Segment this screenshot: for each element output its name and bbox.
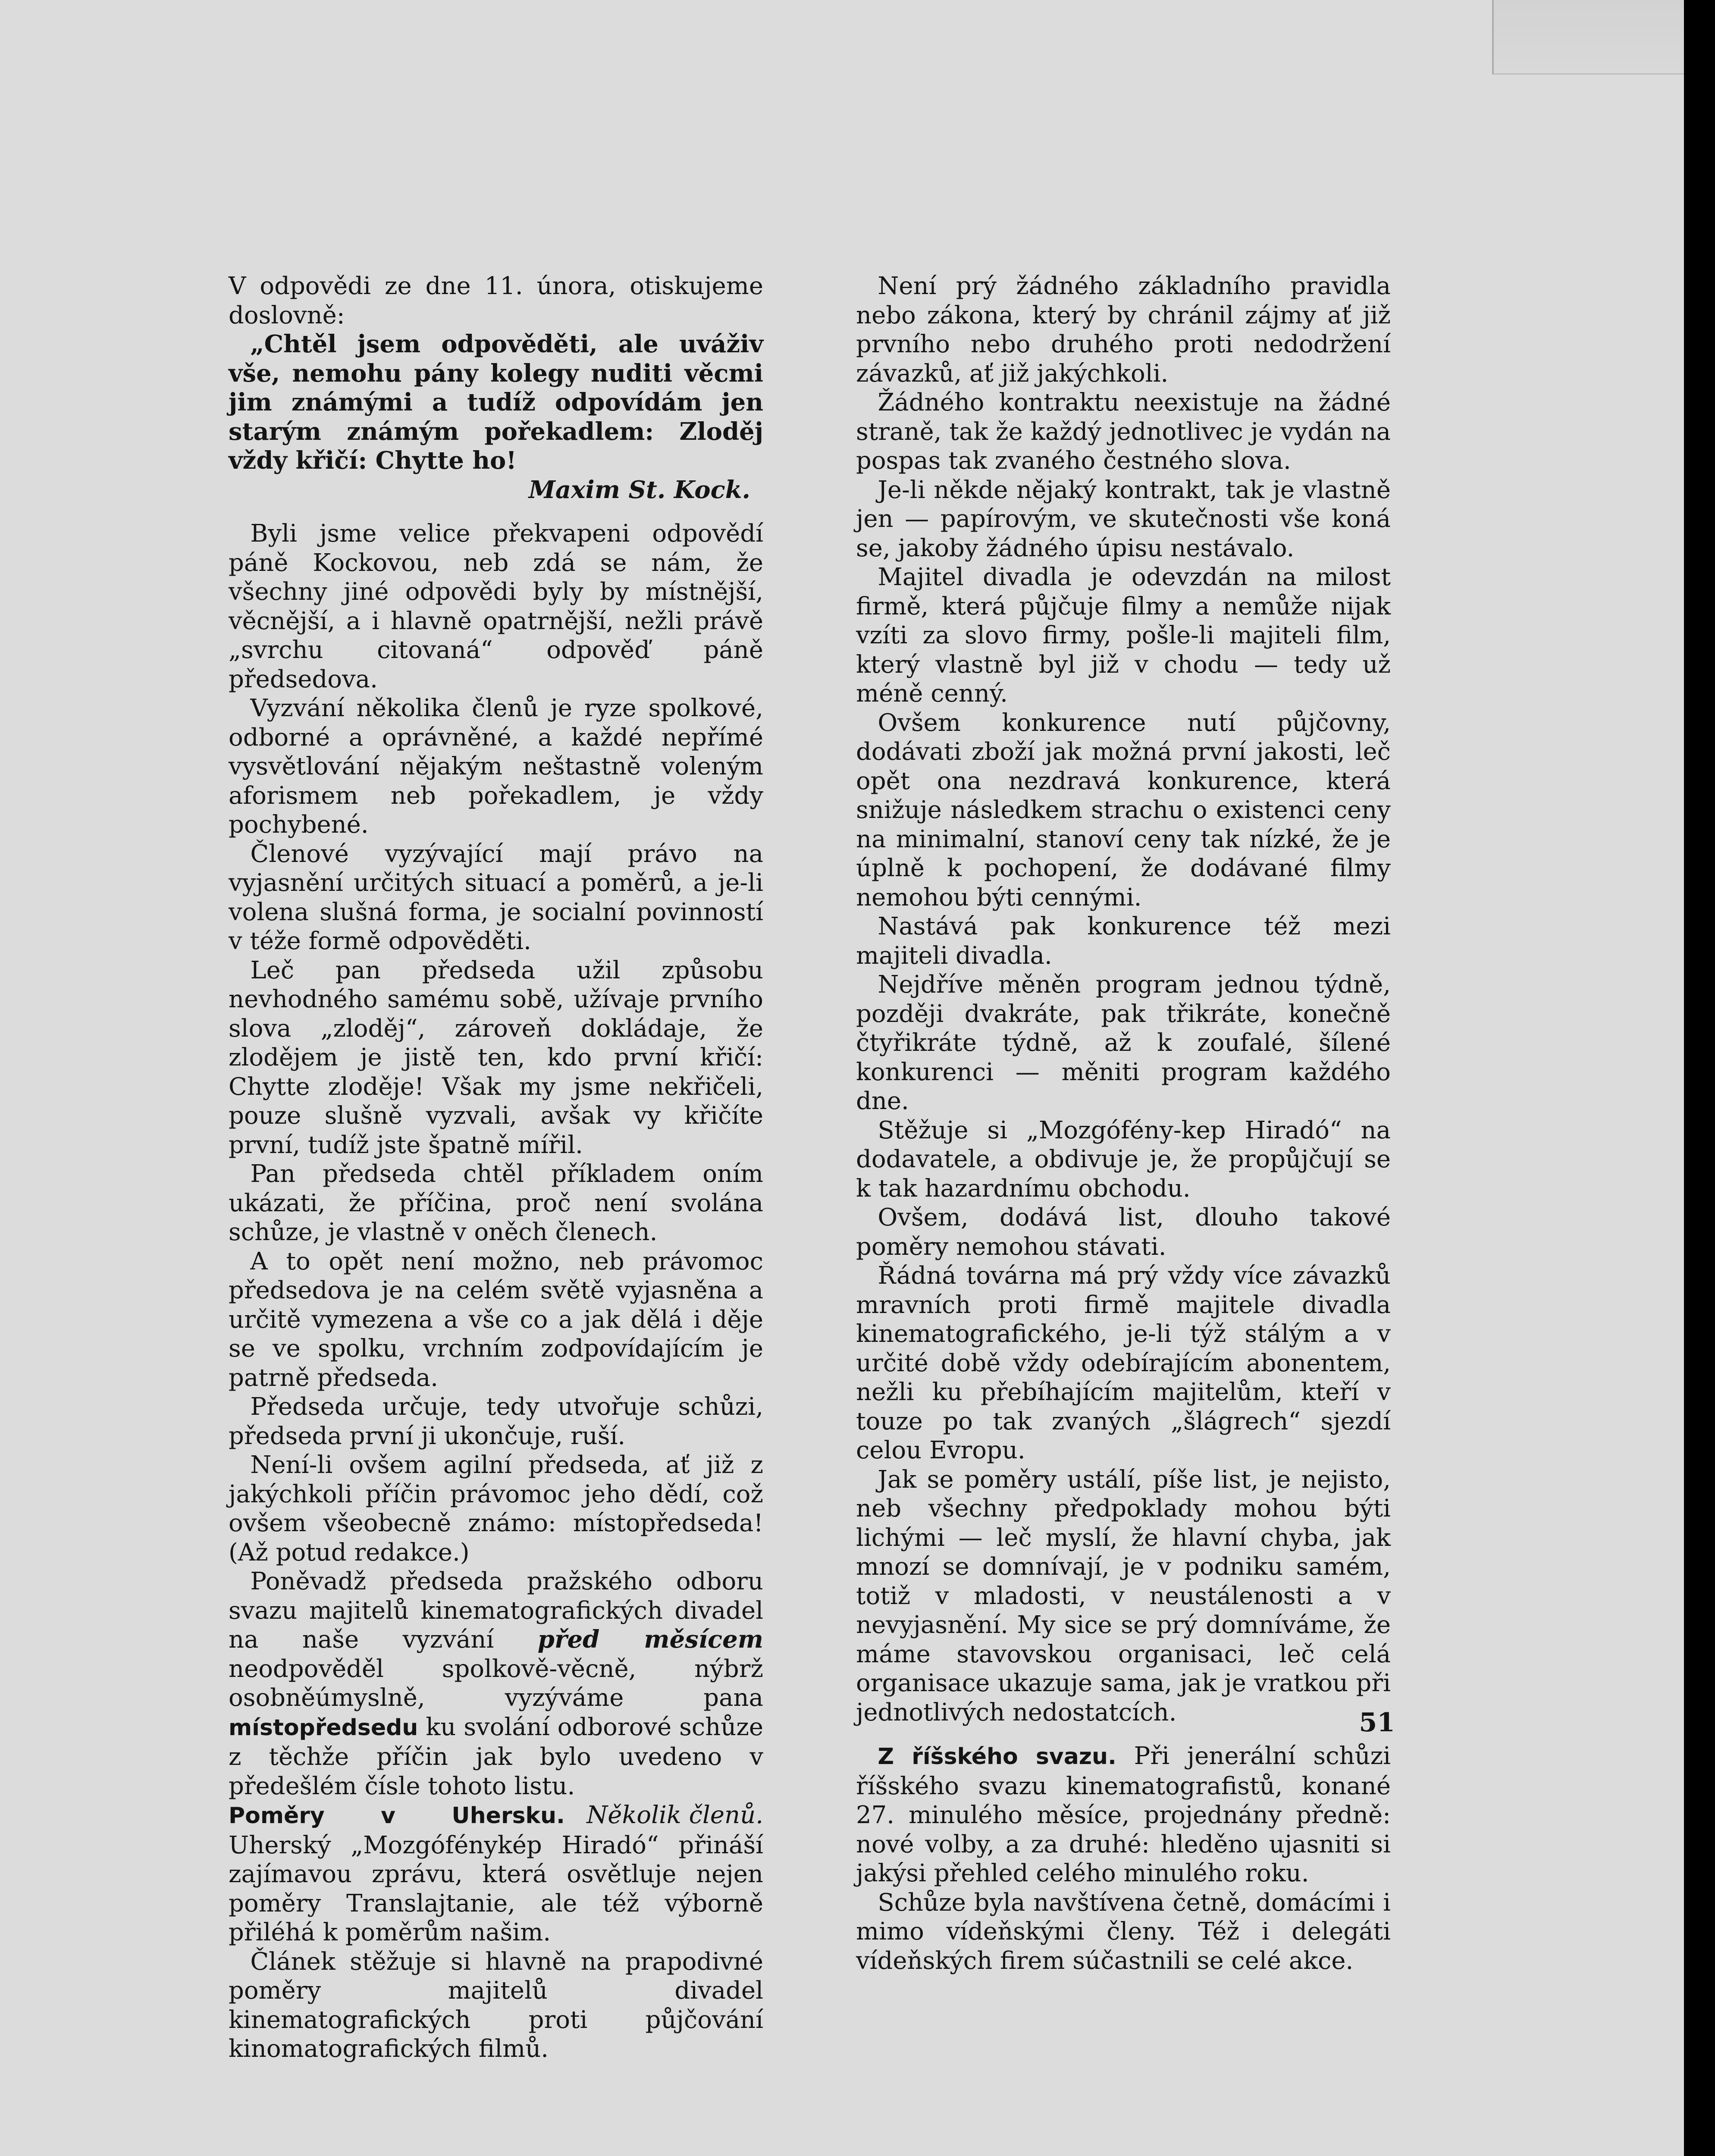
paragraph: Není prý žádného základního pravidla nebo zákona, který by chránil zájmy ať již prvního nebo druhého proti nedodržení závazků, ať již jakýchkoli. xyxy=(856,272,1391,388)
paper-fold-mark xyxy=(1492,0,1709,75)
paragraph: V odpovědi ze dne 11. února, otiskujeme doslovně: xyxy=(229,272,763,329)
quoted-reply: „Chtěl jsem odpověděti, ale uváživ vše, nemohu pány kolegy nuditi věcmi jim známými a tudíž odpovídám jen starým známým pořekadlem: Zloděj vždy křičí: Chytte ho! xyxy=(229,330,763,475)
right-column xyxy=(856,272,1391,1975)
paragraph: Jak se poměry ustálí, píše list, je nejisto, neb všechny předpoklady mohou býti lichými — leč myslí, že hlavní chyba, jak mnozí se domnívají, je v podniku samém, totiž v mladosti, v neustálenosti a v nevyjasnění. My sice se prý domníváme, že máme stavovskou organisaci, leč celá organisace ukazuje sama, jak je vratkou při jednotlivých nedostatcích. xyxy=(856,1465,1391,1727)
emphasis: místopředsedu xyxy=(229,1714,418,1741)
paragraph: Z říšského svazu. Při jenerální schůzi říšského svazu kinematografistů, konané 27. minulého měsíce, projednány předně: nové volby, a za druhé: hleděno ujasniti si jakýsi přehled celého minulého roku. xyxy=(856,1742,1391,1887)
section-heading: Z říšského svazu. xyxy=(878,1744,1116,1770)
paragraph: Členové vyzývající mají právo na vyjasnění určitých situací a poměrů, a je-li volena slušná forma, je socialní povinností v téže formě odpověděti. xyxy=(229,840,763,955)
paragraph: Ovšem, dodává list, dlouho takové poměry nemohou stávati. xyxy=(856,1203,1391,1261)
left-column xyxy=(229,272,763,2064)
signature: Několik členů. xyxy=(586,1801,763,1829)
paragraph: Leč pan předseda užil způsobu nevhodného samému sobě, užívaje prvního slova „zloděj“, zároveň dokládaje, že zlodějem je jistě ten, kdo první křičí: Chytte zloděje! Však my jsme nekřičeli, pouze slušně vyzvali, avšak vy křičíte první, tudíž jste špatně mířil. xyxy=(229,956,763,1159)
paragraph: Nastává pak konkurence též mezi majiteli divadla. xyxy=(856,912,1391,970)
spacer xyxy=(229,505,763,519)
paragraph: Poněvadž předseda pražského odboru svazu majitelů kinematografických divadel na naše vyzvání před měsícem neodpověděl spolkově-věcně, nýbrž osobněúmyslně, vyzýváme pana místopředsedu ku svolání odborové schůze z těchže příčin jak bylo uvedeno v předešlém čísle tohoto listu. Několik členů. xyxy=(229,1567,763,1829)
paragraph: Pan předseda chtěl příkladem oním ukázati, že příčina, proč není svolána schůze, je vlastně v oněch členech. xyxy=(229,1160,763,1246)
paragraph: A to opět není možno, neb právomoc předsedova je na celém světě vyjasněna a určitě vymezena a vše co a jak dělá i děje se ve spolku, vrchním zodpovídajícím je patrně předseda. xyxy=(229,1247,763,1392)
emphasis: před měsícem xyxy=(537,1625,763,1654)
paragraph: Vyzvání několika členů je ryze spolkové, odborné a oprávněné, a každé nepřímé vysvětlování nějakým neštastně voleným aforismem neb pořekadlem, je vždy pochybené. xyxy=(229,694,763,839)
signature: Maxim St. Kock. xyxy=(528,475,750,504)
paragraph: Článek stěžuje si hlavně na prapodivné poměry majitelů divadel kinematografických proti půjčování kinomatografických filmů. xyxy=(229,1947,763,2063)
paragraph: Je-li někde nějaký kontrakt, tak je vlastně jen — papírovým, ve skutečnosti vše koná se, jakoby žádného úpisu nestávalo. xyxy=(856,476,1391,562)
paragraph: Žádného kontraktu neexistuje na žádné straně, tak že každý jednotlivec je vydán na pospas tak zvaného čestného slova. xyxy=(856,389,1391,475)
paragraph: Stěžuje si „Mozgófény-kep Hiradó“ na dodavatele, a obdivuje je, že propůjčují se k tak hazardnímu obchodu. xyxy=(856,1116,1391,1203)
paragraph: Není-li ovšem agilní předseda, ať již z jakýchkoli příčin právomoc jeho dědí, což ovšem všeobecně známo: místopředseda! (Až potud redakce.) xyxy=(229,1451,763,1567)
paragraph: Schůze byla navštívena četně, domácími i mimo vídeňskými členy. Též i delegáti vídeňských firem súčastnili se celé akce. xyxy=(856,1888,1391,1975)
paragraph: Nejdříve měněn program jednou týdně, později dvakráte, pak třikráte, konečně čtyřikráte týdně, až k zoufalé, šílené konkurenci — měniti program každého dne. xyxy=(856,971,1391,1115)
paragraph: Byli jsme velice překvapeni odpovědí páně Kockovou, neb zdá se nám, že všechny jiné odpovědi byly by místnější, věcnější, a i hlavně opatrnější, nežli právě „svrchu citovaná“ odpověď páně předsedova. xyxy=(229,520,763,693)
section-heading: Poměry v Uhersku. xyxy=(229,1803,565,1829)
paragraph: Majitel divadla je odevzdán na milost firmě, která půjčuje filmy a nemůže nijak vzíti za slovo firmy, pošle-li majiteli film, který vlastně byl již v chodu — tedy už méně cenný. xyxy=(856,563,1391,708)
page-number: 51 xyxy=(1359,1708,1395,1738)
spacer xyxy=(856,1727,1391,1742)
scan-border-right xyxy=(1684,0,1715,2156)
paragraph: Řádná továrna má prý vždy více závazků mravních proti firmě majitele divadla kinematografického, je-li týž stálým a v určité době vždy odebírajícím abonentem, nežli ku přebíhajícím majitelům, kteří v touze po tak zvaných „šlágrech“ sjezdí celou Evropu. xyxy=(856,1262,1391,1464)
paragraph: Poměry v Uhersku. Uherský „Mozgófénykép Hiradó“ přináší zajímavou zprávu, která osvětluje nejen poměry Translajtanie, ale též výborně přiléhá k poměrům našim. xyxy=(229,1803,763,1946)
paragraph: Ovšem konkurence nutí půjčovny, dodávati zboží jak možná první jakosti, leč opět ona nezdravá konkurence, která snižuje následkem strachu o existenci ceny na minimalní, stanoví ceny tak nízké, že je úplně k pochopení, že dodávané filmy nemohou býti cennými. xyxy=(856,708,1391,912)
paragraph: Předseda určuje, tedy utvořuje schůzi, předseda první ji ukončuje, ruší. xyxy=(229,1393,763,1450)
